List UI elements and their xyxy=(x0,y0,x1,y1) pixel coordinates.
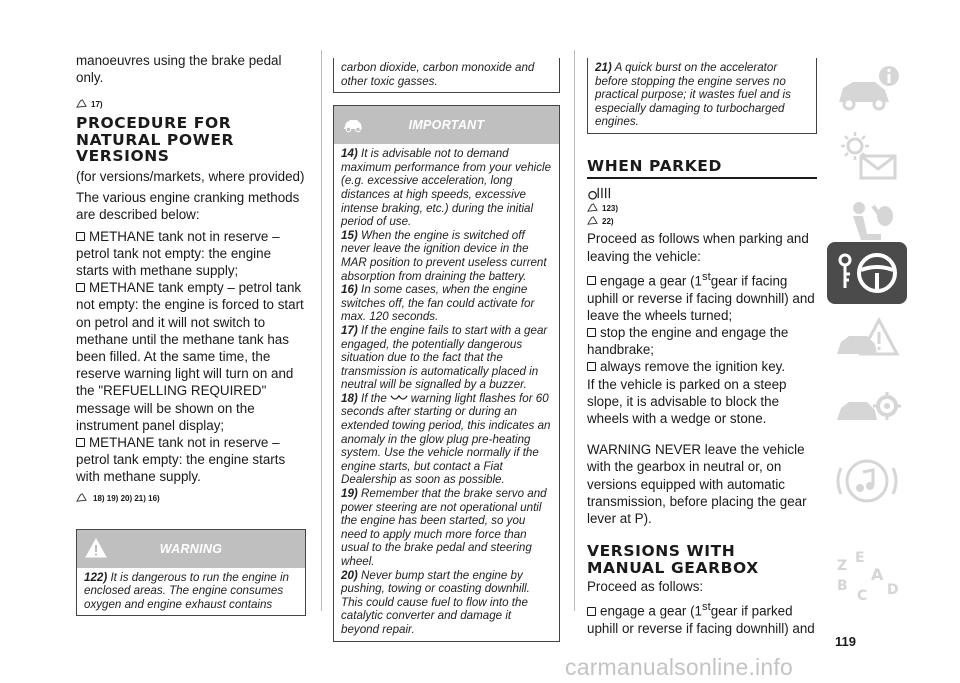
bullet-item: always remove the ignition key. xyxy=(587,358,817,375)
reference-markers xyxy=(76,98,306,109)
note-item: 15) When the engine is switched off never leave the ignition device in the MAR position to prevent useless current absorption from draining the battery. xyxy=(341,228,547,283)
glow-plug-warning-icon xyxy=(389,393,409,402)
warning-header xyxy=(77,530,305,568)
alphabetical-index-icon xyxy=(827,548,907,610)
section-heading: VERSIONS WITH MANUAL GEARBOX xyxy=(587,542,759,577)
steering-wheel-key-icon xyxy=(827,242,907,304)
warning-triangle-icon xyxy=(85,537,107,559)
svg-text:D: D xyxy=(887,582,899,598)
bullet-item: METHANE tank not in reserve – petrol tank empty: the engine starts with methane supply. xyxy=(76,434,286,485)
car-info-icon xyxy=(827,58,907,120)
note-item: 21) A quick burst on the accelerator before stopping the engine serves no practical purpose; it wastes fuel and is especially damaging to turbocharged engines. xyxy=(595,61,791,129)
bullet-square-icon xyxy=(587,276,596,285)
bullet-item: engage a gear (1stgear if facing uphill or reverse if facing downhill) and leave the wheels turned; xyxy=(587,270,815,323)
column-rule xyxy=(574,50,575,611)
tab-servicing[interactable] xyxy=(827,376,907,438)
paragraph: WARNING NEVER leave the vehicle with the gearbox in neutral or, on versions equipped with automatic transmission, before placing the gear lever at P). xyxy=(587,442,807,526)
column-left xyxy=(76,52,306,616)
reference-markers: 123) xyxy=(587,202,817,213)
warning-body xyxy=(77,568,305,616)
intro-text: manoeuvres using the brake pedal only. xyxy=(76,53,282,86)
car-service-icon xyxy=(827,376,907,438)
warning-text: 122) It is dangerous to run the engine in enclosed areas. The engine consumes oxygen and engine exhaust contains xyxy=(84,570,289,611)
heading-underline xyxy=(587,177,817,179)
ref-numbers: 18) 19) 20) 21) 16) xyxy=(93,493,160,503)
bullet-square-icon xyxy=(587,362,596,371)
bullet-item: engage a gear (1stgear if parked uphill or reverse if facing downhill) and xyxy=(587,601,815,637)
warning-title: WARNING xyxy=(159,541,223,556)
tab-emergency[interactable] xyxy=(827,308,907,370)
svg-text:E: E xyxy=(855,550,865,566)
parking-lights-icon xyxy=(587,185,615,200)
multimedia-icon xyxy=(827,450,907,512)
bullet-square-icon xyxy=(76,232,85,241)
tab-multimedia[interactable] xyxy=(827,450,907,512)
warning-triangle-car-icon xyxy=(827,308,907,370)
bullet-square-icon xyxy=(587,328,596,337)
bullet-item: stop the engine and engage the handbrake; xyxy=(587,324,789,358)
important-title: IMPORTANT xyxy=(408,118,485,133)
note-item: 19) Remember that the brake servo and power steering are not operational until the engine has been started, so you need to apply much more force than usual to the brake pedal and steering wheel. xyxy=(341,487,547,568)
note-item: 20) Never bump start the engine by pushing, towing or coasting downhill. This could cause fuel to flow into the catalytic converter and damage it beyond repair. xyxy=(341,568,530,636)
tab-car-info[interactable] xyxy=(827,58,907,120)
important-header xyxy=(334,106,559,144)
warning-box xyxy=(76,529,306,617)
page-number: 119 xyxy=(835,634,856,649)
watermark: carmanualsonline.info xyxy=(565,654,793,680)
column-rule xyxy=(321,50,322,611)
bullet-square-icon xyxy=(76,283,85,292)
bullet-item: METHANE tank not in reserve – petrol tank not empty: the engine starts with methane supply; xyxy=(76,228,280,278)
paragraph: If the vehicle is parked on a steep slope, it is advisable to block the wheels with a wedge or stone. xyxy=(587,376,787,426)
section-subtitle: (for versions/markets, where provided) xyxy=(76,168,305,184)
car-damage-icon xyxy=(342,113,364,135)
section-heading: WHEN PARKED xyxy=(587,156,722,175)
pointing-hand-icon xyxy=(587,215,598,226)
ref-number: 17) xyxy=(91,100,103,110)
note-item: 17) If the engine fails to start with a gear engaged, the potentially dangerous situation due to the fact that the transmission is automatically placed in neutral will be signalled by a buzzer. xyxy=(341,323,548,392)
tab-starting-driving[interactable] xyxy=(827,242,907,304)
tab-index[interactable] xyxy=(827,548,907,610)
lead-text: The various engine cranking methods are described below: xyxy=(76,190,300,223)
pointing-hand-icon xyxy=(587,202,598,213)
svg-text:A: A xyxy=(871,565,884,584)
note-item: 18) If the warning light flashes for 60 seconds after starting or during an extended towing period, this indicates an anomaly in the glow plug pre-heating system. Use the vehicle normally if the engine starts, but contact a Fiat Dealership as soon as possible. xyxy=(341,391,551,487)
tab-dashboard-lights[interactable] xyxy=(827,126,907,188)
svg-text:B: B xyxy=(837,578,848,594)
important-body xyxy=(334,144,559,640)
reference-markers: 22) xyxy=(587,215,817,226)
lead-text: Proceed as follows: xyxy=(587,579,704,595)
note-item: 16) In some cases, when the engine switches off, the fan could activate for max. 120 seconds. xyxy=(341,283,535,324)
dashboard-lights-icon xyxy=(827,126,907,188)
note-item: 14) It is advisable not to demand maximum performance from your vehicle (e.g. excessive acceleration, long distances at high speeds, excessive intense braking, etc.) during the initial period of use. xyxy=(341,147,552,229)
lead-text: Proceed as follows when parking and leaving the vehicle: xyxy=(587,231,809,264)
reference-markers xyxy=(76,492,306,503)
continued-warning-text: carbon dioxide, carbon monoxide and other toxic gasses. xyxy=(341,61,535,88)
pointing-hand-icon xyxy=(76,98,87,109)
section-heading: PROCEDURE FOR NATURAL POWER VERSIONS xyxy=(76,114,235,166)
bullet-square-icon xyxy=(587,607,596,616)
pointing-hand-icon xyxy=(76,492,87,503)
continued-warning-box xyxy=(333,58,560,93)
svg-text:Z: Z xyxy=(837,558,848,574)
column-middle xyxy=(333,58,560,642)
svg-text:C: C xyxy=(857,588,868,604)
continued-important-box xyxy=(587,58,817,134)
column-right xyxy=(587,58,817,637)
bullet-square-icon xyxy=(76,438,85,447)
bullet-item: METHANE tank empty – petrol tank not empty: the engine is forced to start on petrol and it will not switch to methane until the methane tank has been filled. At the same time, the reserve warning light will turn on and the "REFUELLING REQUIRED" message will be shown on the instrument panel display; xyxy=(76,280,304,433)
important-box xyxy=(333,105,560,641)
